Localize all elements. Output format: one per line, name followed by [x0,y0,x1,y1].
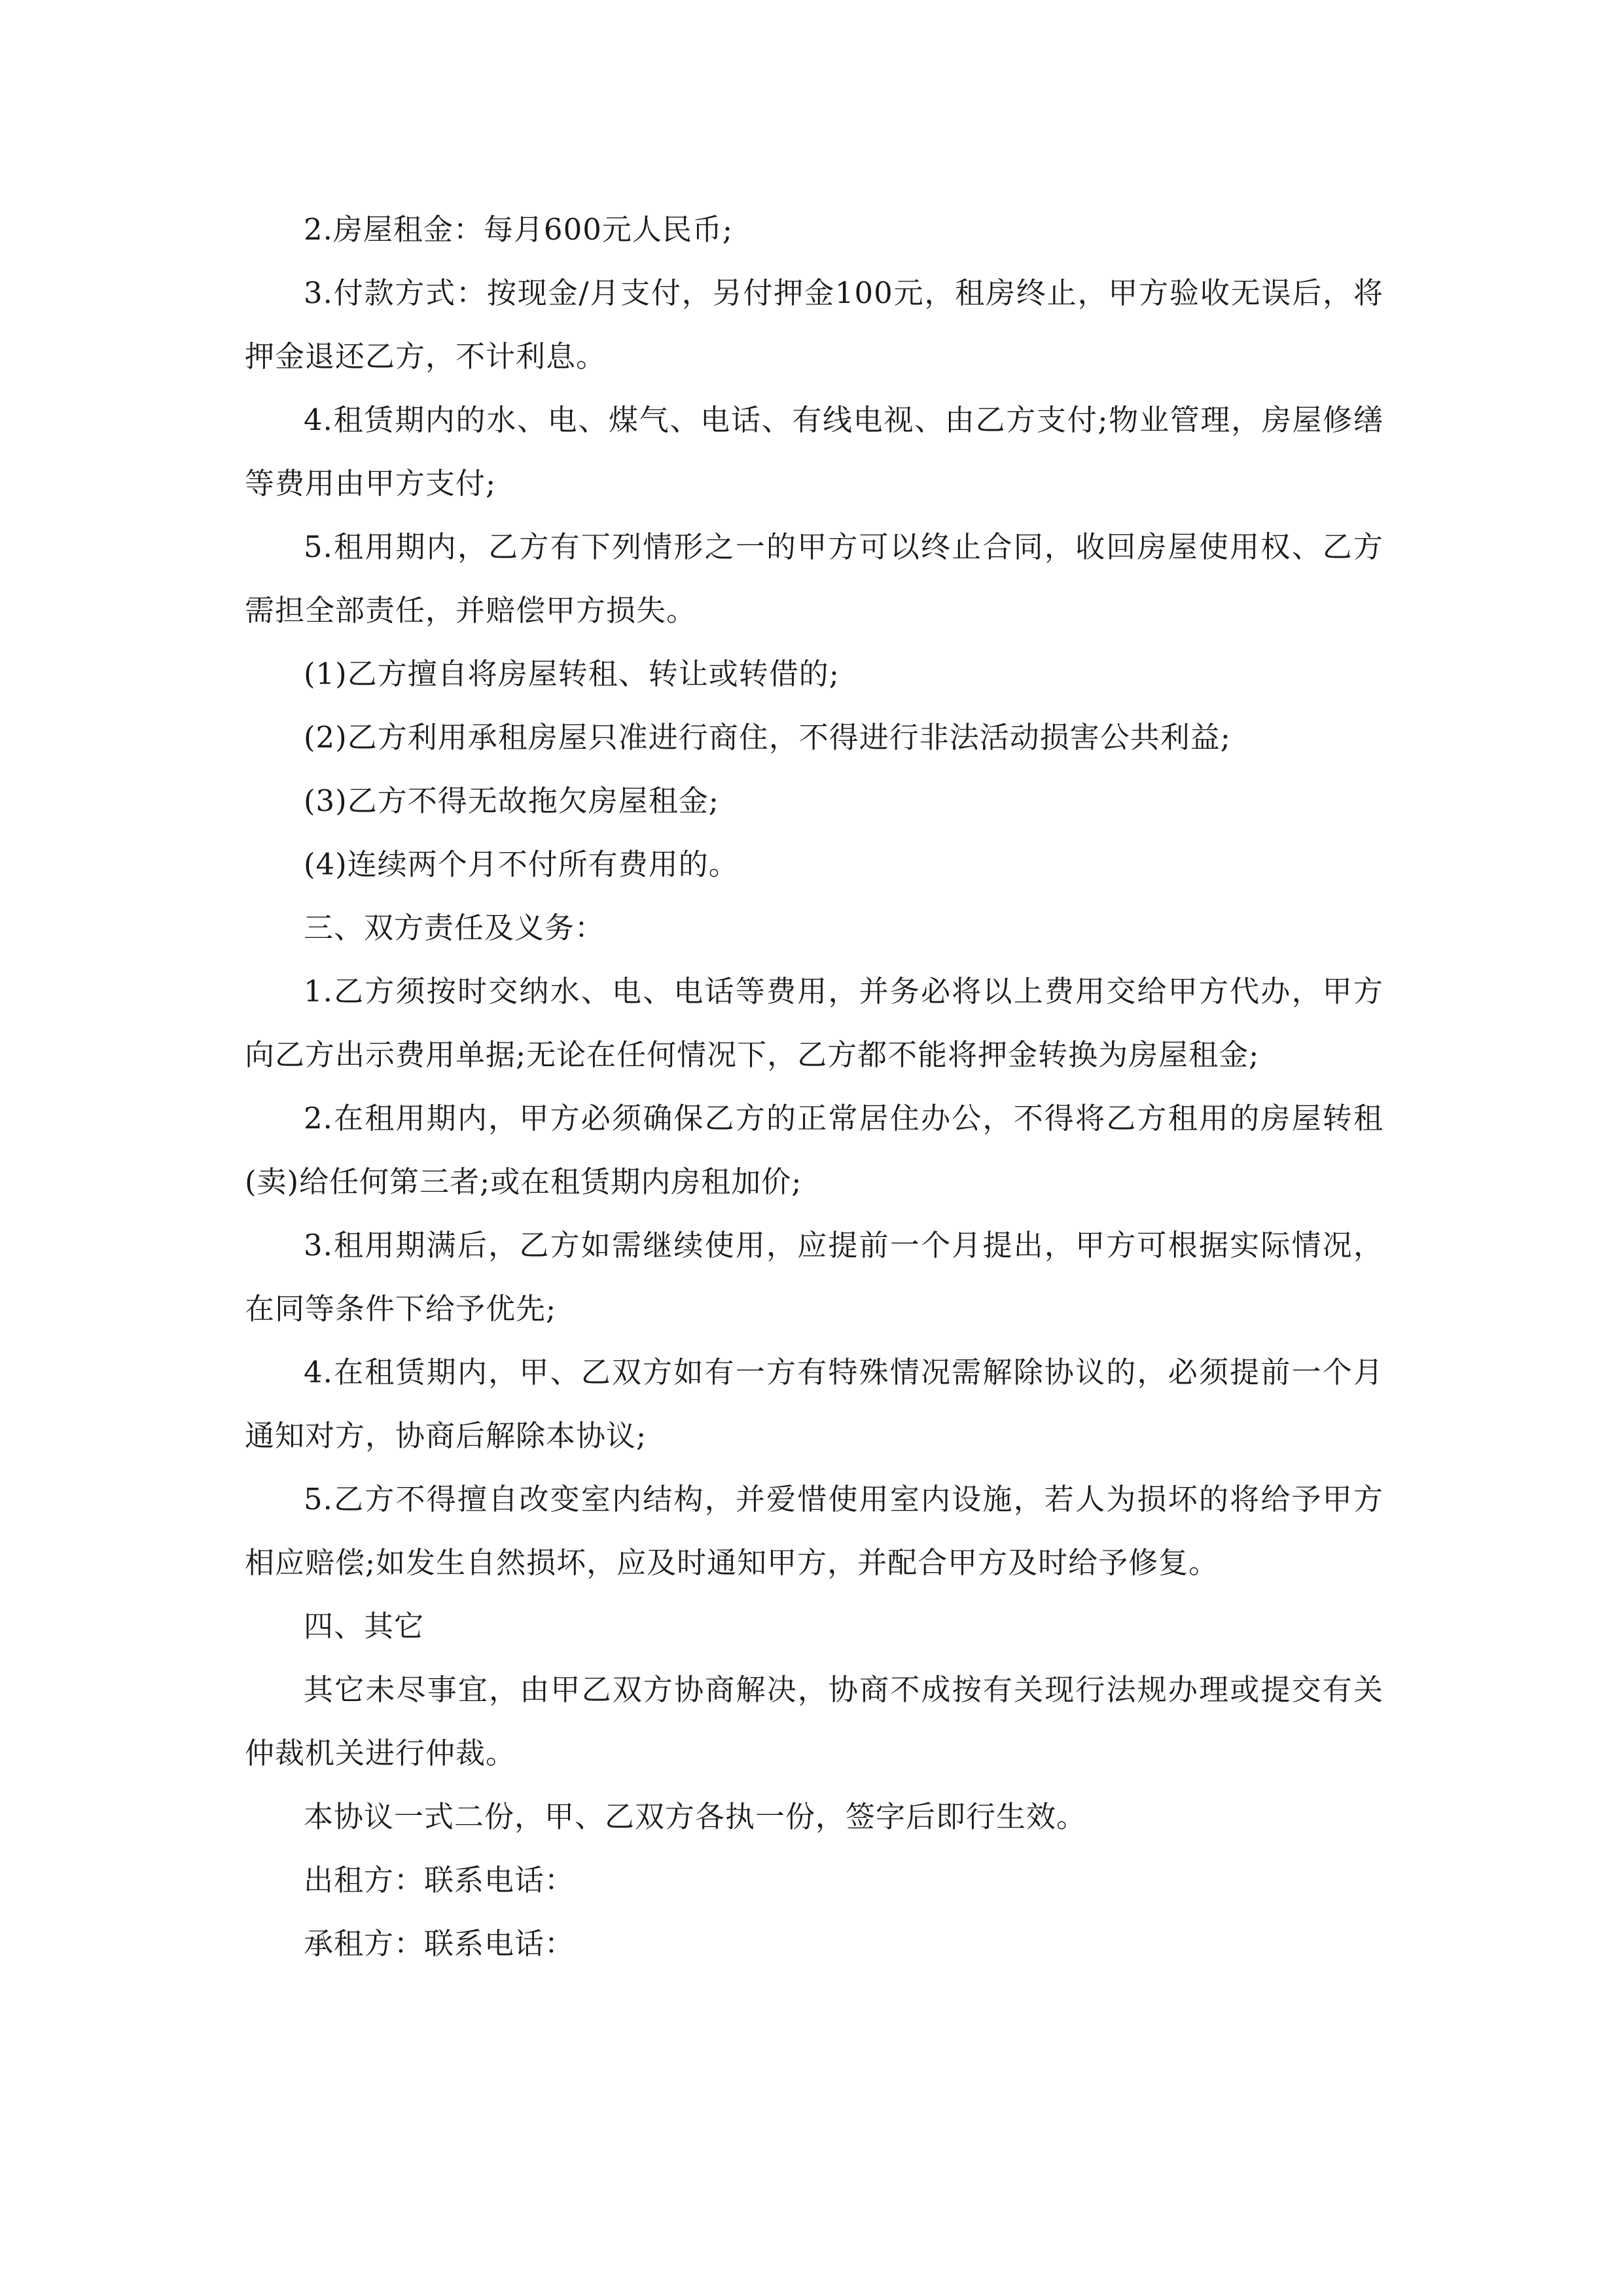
termination-item-4: (4)连续两个月不付所有费用的。 [304,847,739,882]
signature-lessee: 承租方：联系电话： [304,1926,575,1961]
paragraph-payment-method: 3.付款方式：按现金/月支付，另付押金100元，租房终止，甲方验收无误后，将押金退还乙方，不计利息。 [245,276,1383,374]
section-heading-responsibilities: 三、双方责任及义务： [304,910,605,945]
paragraph-termination: 5.租用期内，乙方有下列情形之一的甲方可以终止合同，收回房屋使用权、乙方需担全部责任，并赔偿甲方损失。 [245,529,1383,628]
signature-lessor: 出租方：联系电话： [304,1863,575,1897]
paragraph-utilities: 4.租赁期内的水、电、煤气、电话、有线电视、由乙方支付;物业管理，房屋修缮等费用由甲方支付; [245,403,1383,501]
paragraph-responsibility-3: 3.租用期满后，乙方如需继续使用，应提前一个月提出，甲方可根据实际情况，在同等条件下给予优先; [245,1228,1383,1326]
termination-item-3: (3)乙方不得无故拖欠房屋租金; [304,783,719,818]
paragraph-responsibility-1: 1.乙方须按时交纳水、电、电话等费用，并务必将以上费用交给甲方代办，甲方向乙方出示费用单据;无论在任何情况下，乙方都不能将押金转换为房屋租金; [245,974,1383,1072]
paragraph-responsibility-4: 4.在租赁期内，甲、乙双方如有一方有特殊情况需解除协议的，必须提前一个月通知对方，协商后解除本协议; [245,1355,1383,1453]
termination-item-2: (2)乙方利用承租房屋只准进行商住，不得进行非法活动损害公共利益; [304,720,1231,755]
section-heading-other: 四、其它 [304,1609,425,1643]
paragraph-other-matters: 其它未尽事宜，由甲乙双方协商解决，协商不成按有关现行法规办理或提交有关仲裁机关进行仲裁。 [245,1672,1383,1770]
paragraph-rent: 2.房屋租金：每月600元人民币; [304,212,733,247]
paragraph-copies: 本协议一式二份，甲、乙双方各执一份，签字后即行生效。 [304,1799,1087,1834]
document-body [245,198,1383,1975]
paragraph-responsibility-5: 5.乙方不得擅自改变室内结构，并爱惜使用室内设施，若人为损坏的将给予甲方相应赔偿;如发生自然损坏，应及时通知甲方，并配合甲方及时给予修复。 [245,1482,1383,1580]
termination-item-1: (1)乙方擅自将房屋转租、转让或转借的; [304,656,840,691]
paragraph-responsibility-2: 2.在租用期内，甲方必须确保乙方的正常居住办公，不得将乙方租用的房屋转租(卖)给任何第三者;或在租赁期内房租加价; [245,1101,1383,1199]
